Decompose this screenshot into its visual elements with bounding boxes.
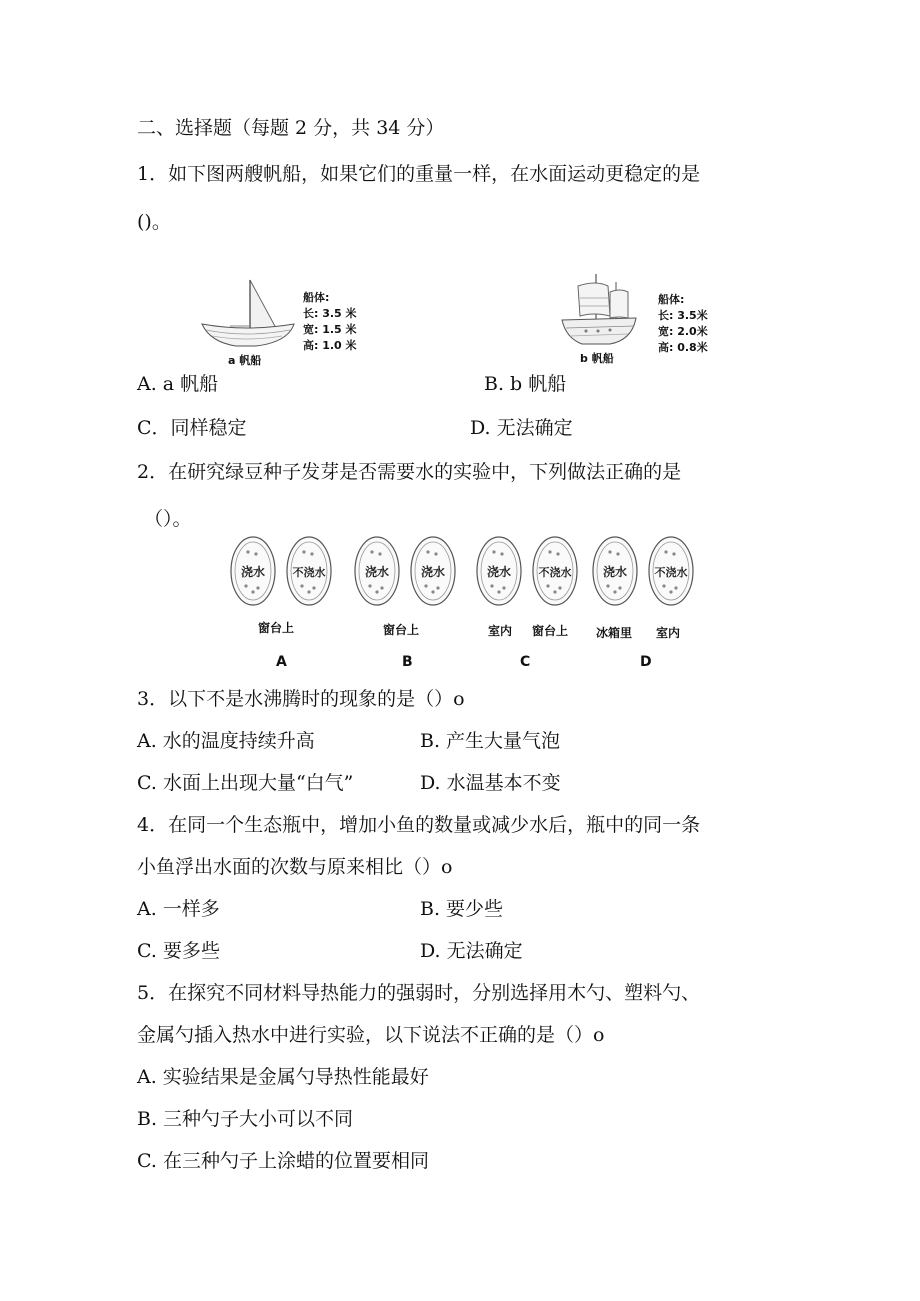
seed-dish-6 <box>530 534 580 608</box>
q1-stem-line2: ()。 <box>137 211 171 233</box>
q3-option-a: A. 水的温度持续升高 <box>137 730 315 752</box>
sailboat-a-length: 长: 3.5 米 <box>303 307 357 320</box>
q3-option-c: C. 水面上出现大量“白气” <box>137 772 354 794</box>
sailboat-b-length: 长: 3.5米 <box>658 309 708 322</box>
q4-option-d: D. 无法确定 <box>420 940 523 962</box>
q1-option-a: A. a 帆船 <box>137 373 219 395</box>
seed-dish-label: 浇水 <box>240 565 266 579</box>
seed-dish-label: 浇水 <box>486 565 512 579</box>
q1-stem-line1: 1．如下图两艘帆船，如果它们的重量一样，在水面运动更稳定的是 <box>137 163 701 185</box>
sailboat-a-width: 宽: 1.5 米 <box>303 323 357 336</box>
sailboat-b-spec <box>658 292 708 356</box>
q4-stem-line1: 4．在同一个生态瓶中，增加小鱼的数量或减少水后，瓶中的同一条 <box>137 814 701 836</box>
sailboat-a-caption: a 帆船 <box>228 354 262 367</box>
q5-option-b: B. 三种勺子大小可以不同 <box>137 1108 354 1130</box>
seed-dish-1 <box>228 534 278 608</box>
seed-dish-2 <box>284 534 334 608</box>
dish-label-6: 室内 <box>656 626 681 640</box>
dish-label-3: 室内 <box>488 624 513 638</box>
dish-label-1: 窗台上 <box>258 621 295 635</box>
sailboat-a-height: 高: 1.0 米 <box>303 339 357 352</box>
q1-option-c: C．同样稳定 <box>137 417 247 439</box>
seed-dish-7 <box>590 534 640 608</box>
q2-stem-line2: （）。 <box>144 508 192 530</box>
seed-dish-label: 不浇水 <box>538 566 572 579</box>
q4-option-a: A. 一样多 <box>137 898 220 920</box>
sailboat-a-spec <box>303 290 357 354</box>
seed-dish-5 <box>474 534 524 608</box>
sailboat-b-width: 宽: 2.0米 <box>658 325 708 338</box>
seed-dish-4 <box>408 534 458 608</box>
sailboat-a-hull <box>202 324 294 346</box>
seed-dish-8 <box>646 534 696 608</box>
sailboat-b-figure <box>556 270 642 352</box>
sailboat-b-spec-title: 船体: <box>658 293 685 306</box>
q1-option-b: B. b 帆船 <box>484 373 567 395</box>
seed-dish-3 <box>352 534 402 608</box>
sailboat-b-caption: b 帆船 <box>580 352 614 365</box>
q5-stem-line1: 5．在探究不同材料导热能力的强弱时，分别选择用木勺、塑料勺、 <box>137 982 701 1004</box>
seed-dish-label: 不浇水 <box>292 566 326 579</box>
seed-dish-label: 浇水 <box>420 565 446 579</box>
q4-stem-line2: 小鱼浮出水面的次数与原来相比（）o <box>137 856 453 878</box>
dish-group-letter-b: B <box>402 654 413 670</box>
q2-stem-line1: 2．在研究绿豆种子发芽是否需要水的实验中，下列做法正确的是 <box>137 461 682 483</box>
dish-group-letter-a: A <box>276 654 287 670</box>
q5-option-a: A. 实验结果是金属勺导热性能最好 <box>137 1066 429 1088</box>
q3-option-d: D. 水温基本不变 <box>420 772 561 794</box>
q5-option-c: C. 在三种勺子上涂蜡的位置要相同 <box>137 1150 429 1172</box>
q4-option-b: B. 要少些 <box>420 898 504 920</box>
section-title: 二、选择题（每题 2 分，共 34 分） <box>137 117 445 139</box>
sailboat-a-sail <box>250 280 276 328</box>
seed-dish-label: 不浇水 <box>654 566 688 579</box>
dish-group-letter-d: D <box>640 654 652 670</box>
seed-dishes-figure <box>226 534 706 674</box>
q5-stem-line2: 金属勺插入热水中进行实验，以下说法不正确的是（）o <box>137 1024 605 1046</box>
sailboat-b-height: 高: 0.8米 <box>658 341 708 354</box>
sailboat-b-main-sail <box>578 283 610 316</box>
q3-option-b: B. 产生大量气泡 <box>420 730 561 752</box>
q4-option-c: C. 要多些 <box>137 940 220 962</box>
q1-option-d: D. 无法确定 <box>470 417 573 439</box>
dish-label-4: 窗台上 <box>532 624 569 638</box>
q3-stem: 3．以下不是水沸腾时的现象的是（）o <box>137 688 465 710</box>
dish-label-2: 窗台上 <box>383 623 420 637</box>
seed-dish-label: 浇水 <box>602 565 628 579</box>
dish-group-letter-c: C <box>520 654 531 670</box>
sailboat-b-rear-sail <box>610 290 628 318</box>
seed-dish-label: 浇水 <box>364 565 390 579</box>
dish-label-5: 冰箱里 <box>596 626 633 640</box>
sailboat-a-spec-title: 船体: <box>303 291 330 304</box>
